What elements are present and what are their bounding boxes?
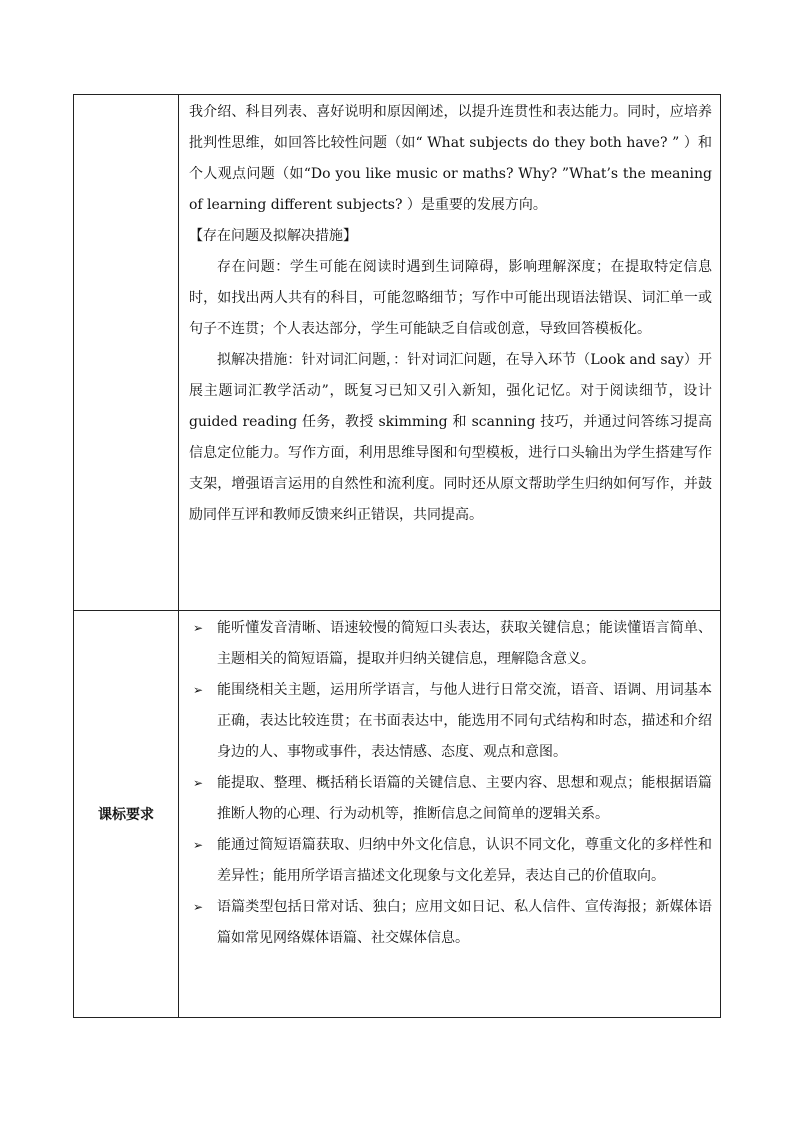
curriculum-list — [189, 613, 712, 954]
analysis-row — [74, 95, 721, 611]
measures-paragraph: 拟解决措施：针对词汇问题，：针对词汇问题，在导入环节（Look and say）开展主题词汇教学活动”，既复习已知又引入新知，强化记忆。对于阅读细节，设计 guided reading 任务，教授 skimming 和 scanning 技巧，并通过问答练习提高信息定位能力。写作方面，利用思维导图和句型模板，进行口头输出为学生搭建写作支架，增强语言运用的自然性和流利度。同时还从原文帮助学生归纳如何写作，并鼓励同伴互评和教师反馈来纠正错误，共同提高。 — [189, 352, 712, 523]
list-item-text: 能听懂发音清晰、语速较慢的简短口头表达，获取关键信息；能读懂语言简单、主题相关的简短语篇，提取并归纳关键信息，理解隐含意义。 — [217, 620, 712, 667]
curriculum-row — [74, 611, 721, 1018]
problems-paragraph: 存在问题：学生可能在阅读时遇到生词障碍，影响理解深度；在提取特定信息时，如找出两人共有的科目，可能忽略细节；写作中可能出现语法错误、词汇单一或句子不连贯；个人表达部分，学生可能缺乏自信或创意，导致回答模板化。 — [189, 259, 712, 337]
intro-paragraph: 我介绍、科目列表、喜好说明和原因阐述，以提升连贯性和表达能力。同时，应培养批判性思维，如回答比较性问题（如“ What subjects do they both have? ” ）和个人观点问题（如“Do you like music or maths? Why? ”What’s the meaning of learning different subjects? ）是重要的发展方向。 — [189, 104, 712, 213]
arrow-bullet-icon: ➢ — [193, 621, 204, 635]
analysis-label-cell — [74, 95, 179, 611]
analysis-content-cell — [179, 95, 721, 611]
arrow-bullet-icon: ➢ — [193, 838, 204, 852]
list-item — [189, 892, 712, 954]
curriculum-content-cell — [179, 611, 721, 1018]
list-item — [189, 675, 712, 768]
list-item-text: 能通过简短语篇获取、归纳中外文化信息，认识不同文化，尊重文化的多样性和差异性；能用所学语言描述文化现象与文化差异，表达自己的价值取向。 — [217, 837, 712, 884]
list-item — [189, 768, 712, 830]
list-item-text: 能围绕相关主题，运用所学语言，与他人进行日常交流，语音、语调、用词基本正确，表达比较连贯；在书面表达中，能选用不同句式结构和时态，描述和介绍身边的人、事物或事件，表达情感、态度、观点和意图。 — [217, 682, 712, 760]
problems-heading: 【存在问题及拟解决措施】 — [189, 228, 357, 244]
list-item-text: 语篇类型包括日常对话、独白；应用文如日记、私人信件、宣传海报；新媒体语篇如常见网络媒体语篇、社交媒体信息。 — [217, 899, 712, 946]
list-item-text: 能提取、整理、概括稍长语篇的关键信息、主要内容、思想和观点；能根据语篇推断人物的心理、行为动机等，推断信息之间简单的逻辑关系。 — [217, 775, 712, 822]
arrow-bullet-icon: ➢ — [193, 683, 204, 697]
curriculum-label: 课标要求 — [74, 611, 179, 1018]
list-item — [189, 613, 712, 675]
arrow-bullet-icon: ➢ — [193, 776, 204, 790]
list-item — [189, 830, 712, 892]
arrow-bullet-icon: ➢ — [193, 900, 204, 914]
lesson-plan-table — [73, 94, 721, 1018]
